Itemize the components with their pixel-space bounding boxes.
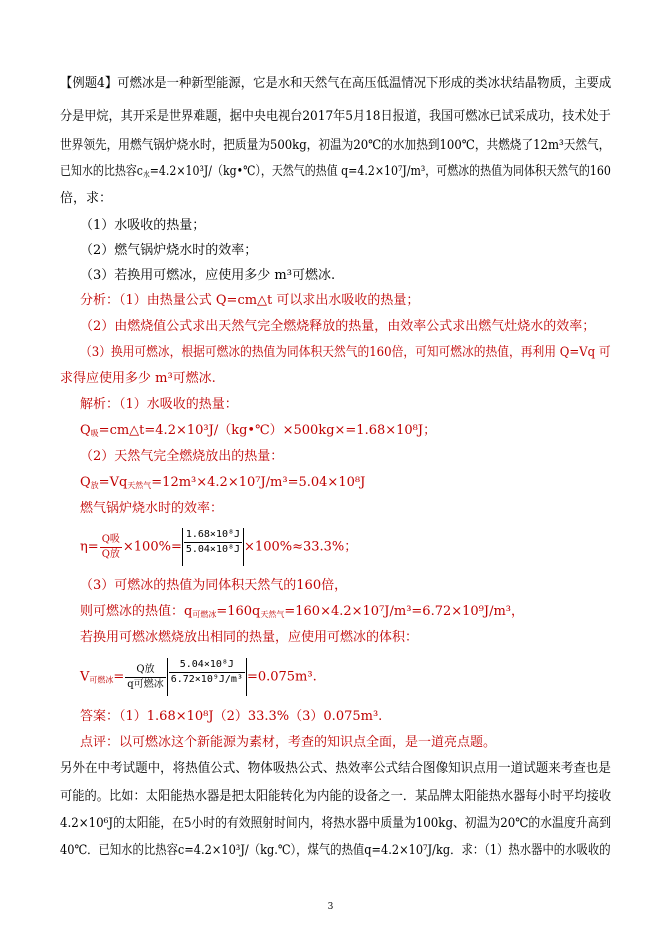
text-span: ×100%≈33.3%；: [244, 539, 358, 555]
text-line: 分是甲烷，其开采是世界难题，据中央电视台2017年5月18日报道，我国可燃冰已试采成功，技术处于: [60, 109, 611, 124]
text-span: V: [80, 669, 90, 685]
text-span: =12m³×4.2×10⁷J/m³=5.04×10⁸J: [151, 475, 366, 490]
fraction: [169, 658, 245, 687]
text-span: 则可燃冰的热值：q: [80, 604, 193, 619]
numerator: Q吸: [100, 533, 122, 548]
text-span: =4.2×10³J/（kg•℃），天然气的热值 q=4.2×10⁷J/m³，可燃冰的热值为同体积天然气的160: [149, 164, 611, 179]
text-line: 另外在中考试题中，将热值公式、物体吸热公式、热效率公式结合图像知识点用一道试题来考查也是: [60, 761, 611, 776]
denominator: 5.04×10⁸J: [185, 544, 241, 555]
text-span: η=: [80, 539, 99, 555]
analysis-line: （2）由燃烧值公式求出天然气完全燃烧释放的热量，由效率公式求出燃气灶烧水的效率；: [80, 319, 596, 334]
numerator: Q放: [125, 663, 165, 678]
analysis-line: 求得应使用多少 m³可燃冰.: [60, 371, 216, 386]
solution-line: （2）天然气完全燃烧放出的热量：: [80, 449, 284, 464]
fraction: [125, 663, 165, 692]
text-span: =160×4.2×10⁷J/m³=6.72×10⁹J/m³，: [284, 604, 525, 619]
efficiency-formula: [80, 528, 357, 566]
answer-line: 答案：（1）1.68×10⁸J（2）33.3%（3）0.075m³.: [80, 709, 383, 724]
subscript: 放: [90, 481, 99, 490]
text-span: =Vq: [98, 475, 128, 490]
text-line: 4.2×10⁶J的太阳能，在5小时的有效照射时间内，将热水器中质量为100kg、初温为20℃的水温度升高到: [60, 816, 612, 831]
solution-line: [80, 474, 365, 495]
numerator: 1.68×10⁸J: [184, 528, 242, 543]
text-span: =cm△t=4.2×10³J/（kg•℃）×500kg×=1.68×10⁸J；: [98, 423, 437, 438]
question-1: （1）水吸收的热量；: [80, 218, 206, 233]
text-line: 倍，求：: [60, 191, 113, 206]
fraction-box: [182, 528, 244, 566]
text-span: =0.075m³.: [246, 669, 317, 685]
solution-line: [80, 422, 436, 443]
subscript: 可燃冰: [192, 610, 217, 619]
text-span: 已知水的比热容c: [60, 164, 143, 179]
solution-line: [80, 603, 524, 624]
denominator: 6.72×10⁹J/m³: [170, 674, 243, 685]
denominator: Q放: [101, 548, 120, 560]
text-line: 40℃．已知水的比热容c=4.2×10³J/（kg.℃），煤气的热值q=4.2×10⁷J/kg．求：（1）热水器中的水吸收的: [60, 843, 611, 858]
solution-line: 解析：（1）水吸收的热量：: [80, 397, 238, 412]
text-line: 可能的。比如：太阳能热水器是把太阳能转化为内能的设备之一．某品牌太阳能热水器每小时平均接收: [60, 789, 612, 804]
text-span: =: [113, 669, 125, 685]
fraction: [100, 533, 122, 562]
analysis-line: （3）换用可燃冰，根据可燃冰的热值为同体积天然气的160倍，可知可燃冰的热值，再利用 Q=Vq 可: [80, 345, 611, 360]
subscript: 水: [142, 170, 150, 179]
solution-line: 燃气锅炉烧水时的效率：: [80, 501, 224, 516]
text-span: ×100%=: [122, 539, 182, 555]
page-number: 3: [327, 902, 334, 912]
fraction-box: [167, 658, 247, 696]
volume-formula: [80, 658, 317, 696]
solution-line: （3）可燃冰的热值为同体积天然气的160倍，: [80, 578, 348, 593]
text-line: 世界领先，用燃气锅炉烧水时，把质量为500kg，初温为20℃的水加热到100℃，共燃烧了12m³天然气，: [60, 138, 611, 153]
question-3: （3）若换用可燃冰，应使用多少 m³可燃冰.: [80, 268, 336, 283]
text-line: [60, 163, 611, 184]
subscript: 天然气: [127, 481, 152, 490]
subscript: 可燃冰: [89, 675, 114, 685]
subscript: 天然气: [260, 610, 285, 619]
text-span: Q: [80, 475, 91, 490]
subscript: 吸: [90, 429, 99, 438]
solution-line: 若换用可燃冰燃烧放出相同的热量，应使用可燃冰的体积：: [80, 630, 419, 645]
analysis-line: 分析：（1）由热量公式 Q=cm△t 可以求出水吸收的热量；: [80, 293, 420, 308]
text-span: Q: [80, 423, 91, 438]
comment-line: 点评：以可燃冰这个新能源为素材，考查的知识点全面，是一道亮点题。: [80, 735, 497, 750]
numerator: 5.04×10⁸J: [169, 658, 245, 673]
denominator: q可燃冰: [127, 678, 164, 690]
text-span: =160q: [216, 604, 261, 619]
fraction: [184, 528, 242, 557]
text-line: 【例题4】可燃冰是一种新型能源，它是水和天然气在高压低温情况下形成的类冰状结晶物质，主要成: [60, 76, 612, 91]
question-2: （2）燃气锅炉烧水时的效率；: [80, 243, 258, 258]
